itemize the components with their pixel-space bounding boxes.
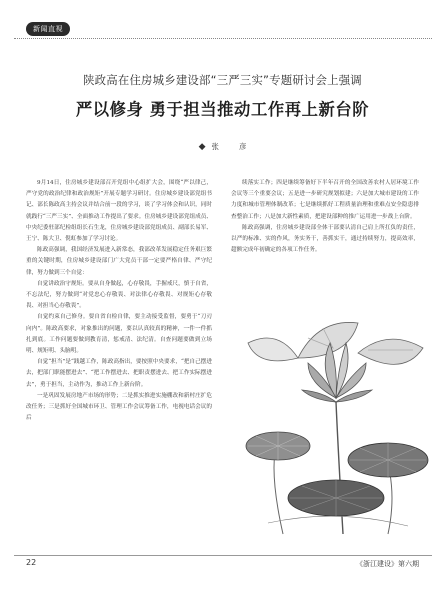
paragraph: 陈政高强调，我国经济发展进入新常态，我部改革发展稳定任务艰巨繁重的关键时期，住房城乡建设部门广大党员干部一定要严格自律、严守纪律，努力做到三个自觉： bbox=[26, 247, 212, 276]
paragraph: 续落实工作；四是继续筹备好下半年召开的全国改善农村人居环境工作会议等三个重要会议；五是进一步研究规划拟建；六是加大城市建设的工作力度和城市管理体制改革；七是继续抓好工程质量治理和重难点安全隐患排查整治工作；八是加大新性素质，把建设部种的推广运用进一步战上台阶。 bbox=[231, 180, 419, 220]
paragraph: 自觉“担当”是“践越工作，陈政高指出，要按照中央要求，“把自己摆进去，把部门职能摆进去”、“把工作摆进去、把职责摆进去、把工作实际摆进去”，勇于担当，主动作为，推动工作上新台阶。 bbox=[26, 359, 212, 388]
page-number: 22 bbox=[26, 558, 37, 567]
paragraph: 陈政高强调，住房城乡建设部全体干部要认清自己肩上所扛负的责任，以严的标准、实的作风，务实务干，善抓实干，通过持续努力，提高效率，超额完成年初确定的各项工作任务。 bbox=[231, 224, 419, 254]
paragraph: 一是巩固发展房地产市场的形势；二是抓实推进实施棚改和新村庄扩危改任务；三是抓好全国城市环卫、管理工作会议筹备工作，电视电话会议的后 bbox=[26, 392, 212, 422]
author-name-first: 张 bbox=[211, 142, 219, 151]
section-header bbox=[14, 20, 432, 39]
article-subtitle: 陕政高在住房城乡建设部“三严三实”专题研讨会上强调 bbox=[83, 73, 362, 87]
paragraph: 自觉讲政治守规矩。要从自身做起，心存敬畏，手握戒尺，慎于自省，不忘法纪，努力做到“对党忠心存敬畏、对法律心存敬畏、对规矩心存敬畏、对担当心存敬畏”。 bbox=[26, 280, 212, 310]
article-byline bbox=[0, 141, 445, 152]
footer-rule bbox=[14, 555, 432, 556]
paragraph: 自觉约束自己修身。要自省自检自律，要主动接受监督，要勇于“刀刃向内”。陈政高要求，对象推出的问题，要以认真较真的精神，一件一件抓扎到底。工作问题要做到教育清，惩戒清、法纪清。自查问题要做到立场明、规矩明、头脑明。 bbox=[26, 314, 212, 355]
body-column-right bbox=[231, 178, 419, 256]
article-title: 严以修身 勇于担当推动工作再上新台阶 bbox=[75, 100, 370, 119]
section-tag: 新闻直视 bbox=[26, 22, 70, 36]
paragraph: 9月14日，住房城乡建设部召开党组中心组扩大会，围绕“严以律己，严守党的政治纪律和政治规矩”开展专题学习研讨。住房城乡建设部党组书记、部长陈政高主持会议并结合前一段的学习，谈了学习体会和认识，同时就践行“三严三实”、全面推动工作提出了要求。住房城乡建设部党组成员、中央纪委驻部纪检组组长石生龙，住房城乡建设部党组成员、副部长易军、王宁、陈大卫、倪虹参加了学习讨论。 bbox=[26, 180, 212, 243]
lotus-illustration bbox=[238, 298, 434, 538]
author-name-second: 彦 bbox=[238, 142, 247, 151]
byline-diamond-icon: ◆ bbox=[198, 142, 206, 152]
journal-name: 《浙江建设》第六期 bbox=[356, 560, 419, 568]
body-column-left bbox=[26, 178, 212, 424]
